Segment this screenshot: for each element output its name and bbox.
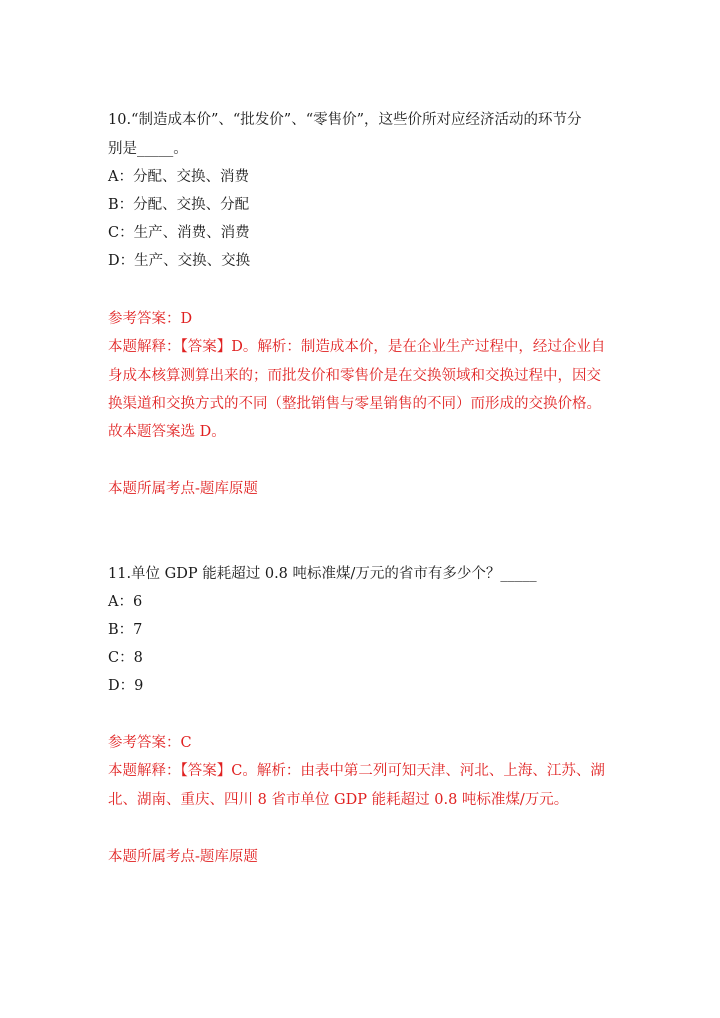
- question-stem-line: 11.单位 GDP 能耗超过 0.8 吨标准煤/万元的省市有多少个？_____: [108, 566, 537, 582]
- option-d: D：9: [108, 678, 144, 694]
- explanation-line: 身成本核算测算出来的；而批发价和零售价是在交换领域和交换过程中，因交: [108, 368, 601, 384]
- explanation-line: 本题解释：【答案】D。解析：制造成本价，是在企业生产过程中，经过企业自: [108, 339, 606, 355]
- option-a: A：分配、交换、消费: [108, 169, 249, 185]
- source-label: 本题所属考点-题库原题: [108, 849, 258, 865]
- explanation-line: 故本题答案选 D。: [108, 424, 226, 440]
- explanation-line: 本题解释：【答案】C。解析：由表中第二列可知天津、河北、上海、江苏、湖: [108, 763, 605, 779]
- explanation-line: 换渠道和交换方式的不同（整批销售与零星销售的不同）而形成的交换价格。: [108, 396, 601, 412]
- option-c: C：8: [108, 650, 143, 666]
- answer-label: 参考答案：D: [108, 311, 193, 327]
- answer-label: 参考答案：C: [108, 735, 192, 751]
- option-d: D：生产、交换、交换: [108, 253, 251, 269]
- question-stem-line: 10.“制造成本价”、“批发价”、“零售价”，这些价所对应经济活动的环节分: [108, 112, 582, 128]
- explanation-line: 北、湖南、重庆、四川 8 省市单位 GDP 能耗超过 0.8 吨标准煤/万元。: [108, 792, 569, 808]
- option-b: B：7: [108, 622, 143, 638]
- option-c: C：生产、消费、消费: [108, 225, 250, 241]
- option-b: B：分配、交换、分配: [108, 197, 250, 213]
- option-a: A：6: [108, 594, 143, 610]
- source-label: 本题所属考点-题库原题: [108, 481, 258, 497]
- question-stem-line: 别是_____。: [108, 141, 188, 157]
